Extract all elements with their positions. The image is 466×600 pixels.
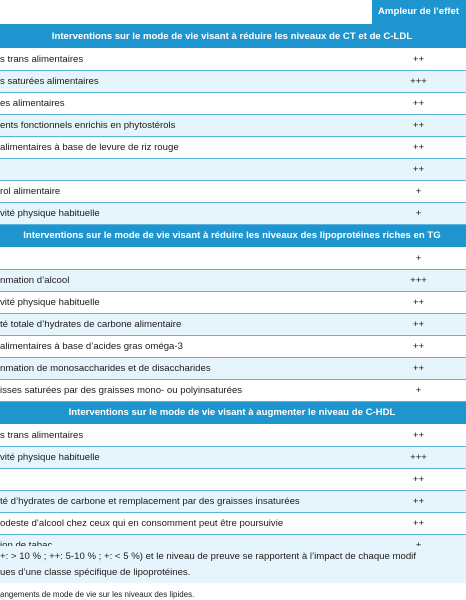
table-row: [0, 425, 466, 447]
table-row: [0, 115, 466, 137]
table-row: [0, 491, 466, 513]
section-header: Interventions sur le mode de vie visant à réduire les niveaux de CT et de C-LDL: [0, 26, 466, 49]
intervention-label: alimentaires à base de levure de riz rouge: [0, 142, 179, 153]
intervention-label: té d’hydrates de carbone et remplacement par des graisses insaturées: [0, 496, 300, 507]
intervention-label: alimentaires à base d’acides gras oméga-3: [0, 341, 183, 352]
effect-magnitude: ++: [412, 496, 425, 507]
table-row: [0, 71, 466, 93]
intervention-label: s trans alimentaires: [0, 54, 84, 65]
table-row: [0, 49, 466, 71]
effect-magnitude: ++: [412, 142, 425, 153]
table-row: [0, 181, 466, 203]
effect-magnitude: ++: [412, 319, 425, 330]
table-footnote: [0, 546, 466, 583]
table-row: [0, 336, 466, 358]
intervention-label: té totale d’hydrates de carbone alimentaire: [0, 319, 182, 330]
intervention-label: nmation d’alcool: [0, 275, 70, 286]
table-header-row: [0, 0, 466, 26]
effect-magnitude: ++: [412, 297, 425, 308]
effect-magnitude: ++: [412, 164, 425, 175]
effect-magnitude: +: [415, 186, 422, 197]
intervention-label: es alimentaires: [0, 98, 65, 109]
effect-magnitude: ++: [412, 518, 425, 529]
table-row: [0, 358, 466, 380]
table-row: [0, 469, 466, 491]
intervention-label: isses saturées par des graisses mono- ou polyinsaturées: [0, 385, 243, 396]
effect-magnitude: +: [415, 385, 422, 396]
effect-magnitude: ++: [412, 363, 425, 374]
intervention-label: s trans alimentaires: [0, 430, 84, 441]
effect-magnitude: ++: [412, 341, 425, 352]
intervention-label: vité physique habituelle: [0, 208, 100, 219]
section-header: Interventions sur le mode de vie visant à réduire les niveaux des lipoprotéines riches en TG: [0, 225, 466, 248]
magnitude-column-header: Ampleur de l’effet: [371, 0, 466, 24]
effect-magnitude: ++: [412, 98, 425, 109]
table-row: [0, 93, 466, 115]
table-row: [0, 248, 466, 270]
intervention-label: rol alimentaire: [0, 186, 61, 197]
table-row: [0, 513, 466, 535]
effect-magnitude: +: [415, 208, 422, 219]
effect-magnitude: ++: [412, 474, 425, 485]
effect-magnitude: ++: [412, 54, 425, 65]
table-row: [0, 203, 466, 225]
intervention-label: odeste d’alcool chez ceux qui en consomment peut être poursuivie: [0, 518, 284, 529]
table-row: [0, 447, 466, 469]
table-sections: [0, 26, 466, 557]
effect-magnitude: ++: [412, 430, 425, 441]
table-row: [0, 137, 466, 159]
intervention-label: vité physique habituelle: [0, 452, 100, 463]
table-row: [0, 270, 466, 292]
intervention-label: ents fonctionnels enrichis en phytostérols: [0, 120, 176, 131]
table-row: [0, 380, 466, 402]
effect-magnitude: +++: [410, 76, 427, 87]
footnote-line-2: ues d’une classe spécifique de lipoprotéines.: [0, 567, 191, 578]
effect-magnitude: +++: [410, 275, 427, 286]
table-row: [0, 292, 466, 314]
table-caption: angements de mode de vie sur les niveaux des lipides.: [0, 590, 195, 599]
footnote-line-1: +: > 10 % ; ++: 5-10 % ; +: < 5 %) et le niveau de preuve se rapportent à l’impact de chaque modif: [0, 551, 416, 562]
effect-magnitude: +++: [410, 452, 427, 463]
intervention-label: nmation de monosaccharides et de disaccharides: [0, 363, 211, 374]
effect-magnitude: ++: [412, 120, 425, 131]
section-header: Interventions sur le mode de vie visant à augmenter le niveau de C-HDL: [0, 402, 466, 425]
intervention-label: vité physique habituelle: [0, 297, 100, 308]
table-row: [0, 159, 466, 181]
intervention-label: s saturées alimentaires: [0, 76, 99, 87]
table-row: [0, 314, 466, 336]
effect-magnitude: +: [415, 253, 422, 264]
